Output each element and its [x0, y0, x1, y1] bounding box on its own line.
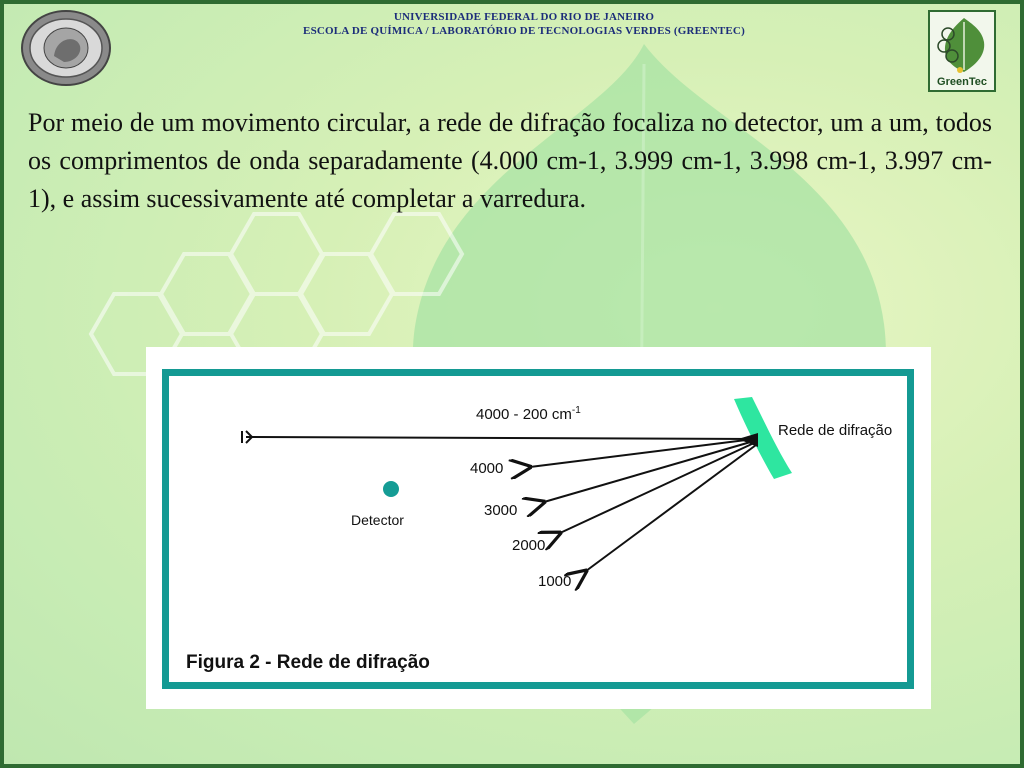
- lab-name: ESCOLA DE QUÍMICA / LABORATÓRIO DE TECNOLOGIAS VERDES (GREENTEC): [303, 25, 745, 37]
- slide: [4, 4, 1020, 764]
- wavenumber-label-3000: 3000: [484, 502, 518, 519]
- detector-label: Detector: [351, 512, 404, 528]
- incident-beam: [246, 437, 756, 439]
- wavenumber-label-4000: 4000: [470, 460, 504, 477]
- ray-1000: [586, 445, 756, 571]
- ray-4000: [530, 439, 754, 467]
- wavenumber-label-2000: 2000: [512, 537, 546, 554]
- diffraction-figure: [146, 347, 931, 709]
- grating-label: Rede de difração: [778, 422, 893, 439]
- beam-range-label: 4000 - 200 $cm^{-1}$: [476, 405, 581, 423]
- greentec-logo-text: GreenTec: [937, 76, 987, 88]
- university-seal-icon: [18, 8, 114, 88]
- diffraction-diagram: [146, 347, 931, 709]
- ray-3000: [544, 441, 754, 502]
- greentec-leaf-icon: [928, 10, 996, 92]
- figure-caption: Figura 2 - Rede de difração: [186, 652, 430, 673]
- institution-header: [204, 10, 844, 38]
- wavenumber-label-1000: 1000: [538, 573, 572, 590]
- university-name: UNIVERSIDADE FEDERAL DO RIO DE JANEIRO: [393, 11, 655, 23]
- detector-dot: [383, 481, 399, 497]
- body-paragraph: Por meio de um movimento circular, a rede de difração focaliza no detector, um a um, todos os comprimentos de onda separadamente (4.000 cm-1, 3.999 cm-1, 3.998 cm-1, 3.997 cm-1), e assim sucessivamente até completar a varredura.: [28, 108, 992, 213]
